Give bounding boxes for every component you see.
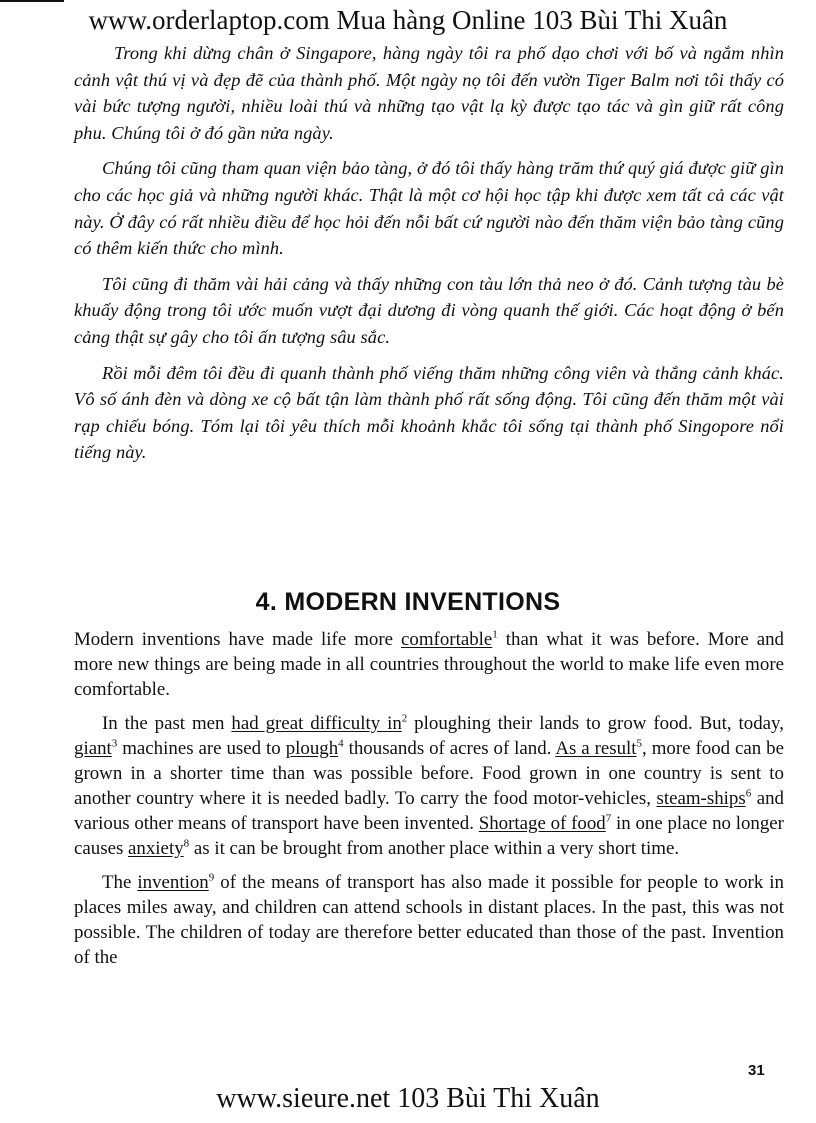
vietnamese-translation [74, 40, 784, 475]
top-rule [0, 0, 64, 2]
vocab-term: Shortage of food [478, 813, 606, 834]
footnote-marker: 8 [183, 837, 190, 850]
footnote-marker: 4 [338, 737, 344, 750]
text-run: thousands of acres of land. [343, 738, 556, 759]
text-run: machines are used to [117, 738, 286, 759]
text-run: In the past men [102, 713, 232, 734]
text-run: than what it was before. More and more new things are being made in all countries throughout the world to make life even more comfortable. [74, 629, 784, 700]
text-run: of the means of transport has also made it possible for people to work in places miles away, and children can attend schools in distant places. In the past, this was not possible. The children of today are therefore better educated than those of the past. Invention of the [74, 872, 785, 968]
text-run: ploughing their lands to grow food. But, today, [407, 713, 784, 734]
text-run: The [102, 872, 138, 893]
footnote-marker: 3 [111, 737, 118, 750]
text-run: and various other means of transport have been invented. [74, 788, 785, 834]
footnote-marker: 5 [636, 737, 643, 750]
text-run: , more food can be grown in a shorter time than was possible before. Food grown in one country is sent to another country where it is needed badly. To carry the food motor-vehicles, [74, 738, 784, 809]
vietnamese-paragraph: Trong khi dừng chân ở Singapore, hàng ngày tôi ra phố dạo chơi với bố và ngắm nhìn cảnh vật thú vị và đẹp đẽ của thành phố. Một ngày nọ tôi đến vườn Tiger Balm nơi tôi thấy có vài bức tượng người, nhiều loài thú và những tạo vật lạ kỳ được tạo tác và gìn giữ rất công phu. Chúng tôi ở đó gần nửa ngày. [74, 43, 784, 143]
vocab-term: anxiety [128, 838, 184, 859]
page-number: 31 [748, 1062, 765, 1079]
text-run: as it can be brought from another place within a very short time. [189, 838, 680, 859]
footnote-marker: 7 [605, 812, 612, 825]
footnote-marker: 9 [208, 871, 215, 884]
footnote-marker: 1 [492, 628, 498, 641]
header-watermark: www.orderlaptop.com Mua hàng Online 103 Bùi Thi Xuân [88, 5, 728, 35]
vocab-term: As a result [555, 738, 637, 759]
vocab-term: invention [137, 872, 209, 893]
vietnamese-paragraph: Tôi cũng đi thăm vài hải cảng và thấy những con tàu lớn thả neo ở đó. Cảnh tượng tàu bè khuấy động trong tôi ước muốn vượt đại dương đi vòng quanh thế giới. Các hoạt động ở bến cảng thật sự gây cho tôi ấn tượng sâu sắc. [74, 273, 784, 347]
english-text [74, 627, 784, 979]
vietnamese-paragraph: Chúng tôi cũng tham quan viện bảo tàng, ở đó tôi thấy hàng trăm thứ quý giá được giữ gìn cho các học giả và những người khác. Thật là một cơ hội học tập khi được xem tất cả các vật này. Ở đây có rất nhiều điều để học hỏi đến nỗi bất cứ người nào đến thăm viện bảo tàng cũng có thêm kiến thức cho mình. [74, 158, 784, 259]
section-title: 4. MODERN INVENTIONS [255, 588, 561, 616]
english-paragraph-2 [74, 711, 784, 861]
vocab-term: had great difficulty in [231, 713, 402, 734]
footer-watermark: www.sieure.net 103 Bùi Thi Xuân [216, 1083, 600, 1114]
footnote-marker: 6 [745, 787, 752, 800]
text-run: in one place no longer causes [74, 813, 784, 859]
vocab-term: steam-ships [656, 788, 746, 809]
vocab-term: plough [285, 738, 339, 759]
english-paragraph-3 [74, 870, 784, 970]
text-run: Modern inventions have made life more [74, 629, 402, 650]
vocab-term: comfortable [401, 629, 493, 650]
footnote-marker: 2 [401, 712, 408, 725]
vietnamese-paragraph: Rồi mỗi đêm tôi đều đi quanh thành phố viếng thăm những công viên và thắng cảnh khác. Vô số ánh đèn và dòng xe cộ bất tận làm thành phố rất sống động. Tôi cũng đến thăm một vài rạp chiếu bóng. Tóm lại tôi yêu thích mỗi khoảnh khắc tôi sống tại thành phố Singopore nổi tiếng này. [74, 362, 784, 463]
english-paragraph-1 [74, 627, 784, 702]
vocab-term: giant [74, 738, 112, 759]
